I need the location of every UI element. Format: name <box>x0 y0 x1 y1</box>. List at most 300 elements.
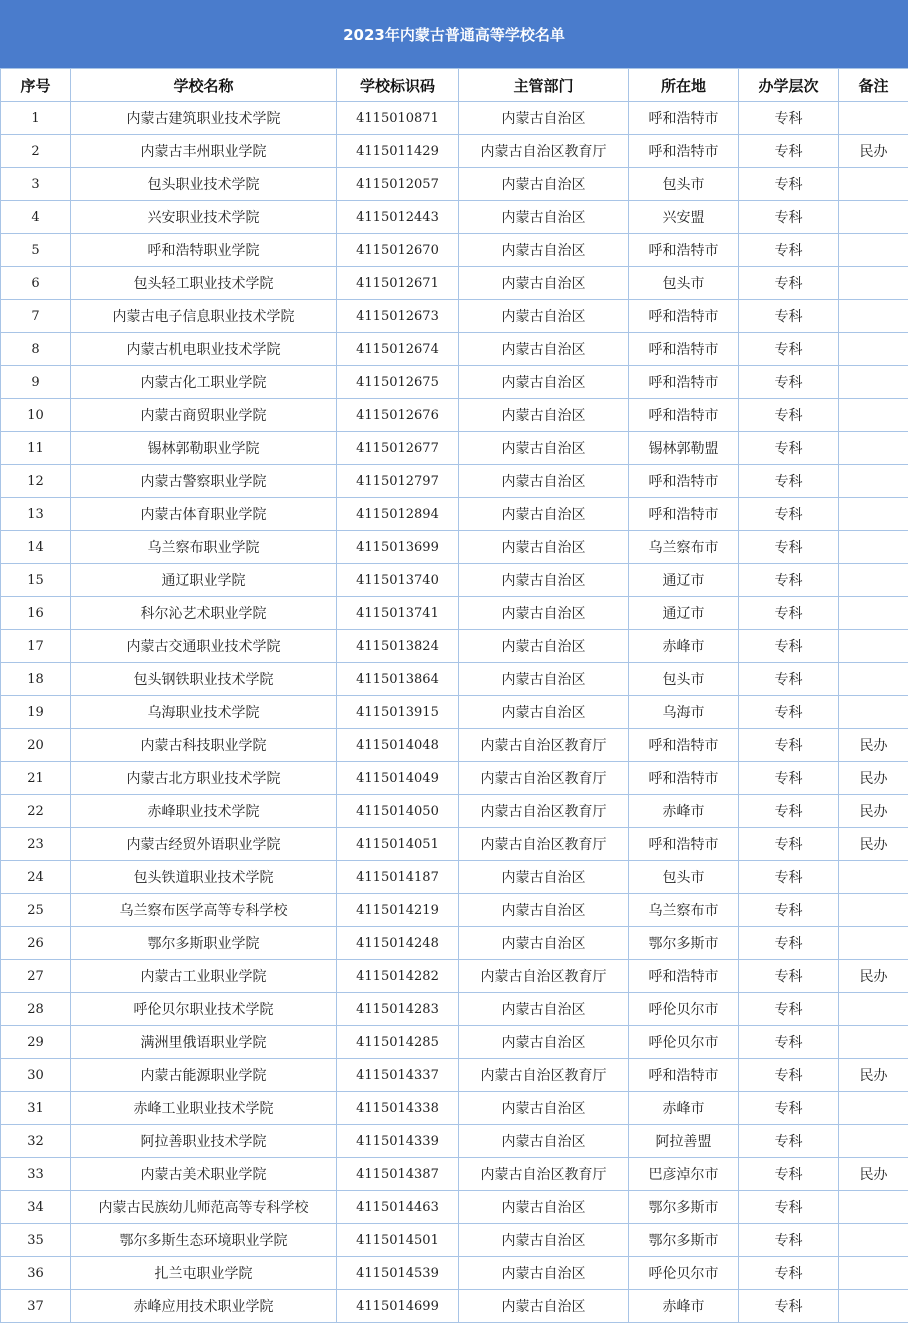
table-row <box>1 432 908 465</box>
cell-location: 呼和浩特市 <box>629 135 739 168</box>
cell-location: 呼和浩特市 <box>629 1059 739 1092</box>
cell-level: 专科 <box>739 1191 839 1224</box>
cell-school-code: 4115012670 <box>337 234 459 267</box>
cell-school-name: 通辽职业学院 <box>71 564 337 597</box>
cell-index: 32 <box>1 1125 71 1158</box>
cell-department: 内蒙古自治区 <box>459 168 629 201</box>
cell-remark <box>839 300 908 333</box>
cell-department: 内蒙古自治区 <box>459 1125 629 1158</box>
cell-school-code: 4115014285 <box>337 1026 459 1059</box>
cell-remark <box>839 366 908 399</box>
cell-level: 专科 <box>739 564 839 597</box>
cell-level: 专科 <box>739 333 839 366</box>
cell-level: 专科 <box>739 267 839 300</box>
header-location: 所在地 <box>629 69 739 102</box>
cell-school-name: 内蒙古化工职业学院 <box>71 366 337 399</box>
header-row <box>1 69 908 102</box>
cell-level: 专科 <box>739 1257 839 1290</box>
cell-index: 36 <box>1 1257 71 1290</box>
table-row <box>1 1191 908 1224</box>
cell-remark: 民办 <box>839 828 908 861</box>
cell-school-name: 乌海职业技术学院 <box>71 696 337 729</box>
cell-level: 专科 <box>739 1092 839 1125</box>
cell-remark <box>839 201 908 234</box>
cell-school-code: 4115012676 <box>337 399 459 432</box>
cell-remark <box>839 861 908 894</box>
table-row <box>1 300 908 333</box>
cell-department: 内蒙古自治区教育厅 <box>459 1059 629 1092</box>
cell-department: 内蒙古自治区 <box>459 399 629 432</box>
cell-index: 15 <box>1 564 71 597</box>
cell-school-name: 内蒙古体育职业学院 <box>71 498 337 531</box>
cell-department: 内蒙古自治区 <box>459 927 629 960</box>
cell-remark <box>839 1026 908 1059</box>
cell-index: 2 <box>1 135 71 168</box>
cell-location: 呼和浩特市 <box>629 234 739 267</box>
cell-school-name: 内蒙古商贸职业学院 <box>71 399 337 432</box>
cell-remark <box>839 1224 908 1257</box>
cell-index: 29 <box>1 1026 71 1059</box>
header-school-name: 学校名称 <box>71 69 337 102</box>
cell-department: 内蒙古自治区 <box>459 1092 629 1125</box>
cell-level: 专科 <box>739 1224 839 1257</box>
cell-school-name: 内蒙古科技职业学院 <box>71 729 337 762</box>
cell-school-name: 内蒙古美术职业学院 <box>71 1158 337 1191</box>
cell-index: 9 <box>1 366 71 399</box>
table-row <box>1 729 908 762</box>
cell-index: 25 <box>1 894 71 927</box>
cell-school-name: 赤峰职业技术学院 <box>71 795 337 828</box>
cell-location: 呼伦贝尔市 <box>629 1257 739 1290</box>
cell-remark <box>839 333 908 366</box>
cell-school-code: 4115014283 <box>337 993 459 1026</box>
cell-location: 包头市 <box>629 861 739 894</box>
cell-level: 专科 <box>739 729 839 762</box>
cell-level: 专科 <box>739 861 839 894</box>
cell-school-code: 4115013699 <box>337 531 459 564</box>
cell-level: 专科 <box>739 432 839 465</box>
cell-school-code: 4115014463 <box>337 1191 459 1224</box>
table-row <box>1 399 908 432</box>
cell-level: 专科 <box>739 1290 839 1323</box>
cell-school-name: 呼伦贝尔职业技术学院 <box>71 993 337 1026</box>
cell-school-name: 呼和浩特职业学院 <box>71 234 337 267</box>
cell-index: 27 <box>1 960 71 993</box>
table-row <box>1 960 908 993</box>
cell-index: 17 <box>1 630 71 663</box>
cell-school-code: 4115012675 <box>337 366 459 399</box>
cell-school-code: 4115014050 <box>337 795 459 828</box>
cell-department: 内蒙古自治区 <box>459 102 629 135</box>
cell-remark <box>839 267 908 300</box>
cell-index: 12 <box>1 465 71 498</box>
table-row <box>1 861 908 894</box>
cell-remark <box>839 597 908 630</box>
cell-department: 内蒙古自治区 <box>459 993 629 1026</box>
table-body <box>1 102 908 1323</box>
cell-level: 专科 <box>739 993 839 1026</box>
cell-location: 呼和浩特市 <box>629 300 739 333</box>
cell-level: 专科 <box>739 1158 839 1191</box>
cell-remark <box>839 663 908 696</box>
cell-school-code: 4115013740 <box>337 564 459 597</box>
cell-department: 内蒙古自治区教育厅 <box>459 960 629 993</box>
cell-location: 呼和浩特市 <box>629 399 739 432</box>
cell-department: 内蒙古自治区教育厅 <box>459 1158 629 1191</box>
cell-level: 专科 <box>739 201 839 234</box>
cell-school-code: 4115012671 <box>337 267 459 300</box>
cell-location: 通辽市 <box>629 597 739 630</box>
cell-school-code: 4115012674 <box>337 333 459 366</box>
cell-school-name: 内蒙古民族幼儿师范高等专科学校 <box>71 1191 337 1224</box>
cell-index: 1 <box>1 102 71 135</box>
table-row <box>1 168 908 201</box>
table-row <box>1 366 908 399</box>
table-row <box>1 201 908 234</box>
cell-remark: 民办 <box>839 1059 908 1092</box>
cell-index: 8 <box>1 333 71 366</box>
cell-level: 专科 <box>739 1059 839 1092</box>
cell-department: 内蒙古自治区 <box>459 564 629 597</box>
table-row <box>1 333 908 366</box>
cell-school-name: 鄂尔多斯生态环境职业学院 <box>71 1224 337 1257</box>
table-row <box>1 696 908 729</box>
cell-index: 35 <box>1 1224 71 1257</box>
cell-index: 22 <box>1 795 71 828</box>
cell-school-code: 4115013824 <box>337 630 459 663</box>
cell-school-name: 满洲里俄语职业学院 <box>71 1026 337 1059</box>
header-department: 主管部门 <box>459 69 629 102</box>
header-school-code: 学校标识码 <box>337 69 459 102</box>
table-row <box>1 894 908 927</box>
table-row <box>1 1026 908 1059</box>
cell-school-name: 内蒙古工业职业学院 <box>71 960 337 993</box>
cell-school-code: 4115014501 <box>337 1224 459 1257</box>
table-row <box>1 795 908 828</box>
cell-department: 内蒙古自治区 <box>459 1257 629 1290</box>
cell-level: 专科 <box>739 894 839 927</box>
cell-location: 呼和浩特市 <box>629 366 739 399</box>
cell-school-code: 4115012057 <box>337 168 459 201</box>
cell-index: 33 <box>1 1158 71 1191</box>
cell-school-code: 4115014699 <box>337 1290 459 1323</box>
cell-location: 乌兰察布市 <box>629 894 739 927</box>
cell-level: 专科 <box>739 795 839 828</box>
cell-index: 10 <box>1 399 71 432</box>
cell-index: 18 <box>1 663 71 696</box>
cell-level: 专科 <box>739 465 839 498</box>
cell-remark: 民办 <box>839 729 908 762</box>
cell-level: 专科 <box>739 960 839 993</box>
table-row <box>1 762 908 795</box>
cell-school-name: 阿拉善职业技术学院 <box>71 1125 337 1158</box>
cell-location: 赤峰市 <box>629 1092 739 1125</box>
cell-index: 30 <box>1 1059 71 1092</box>
cell-department: 内蒙古自治区 <box>459 1290 629 1323</box>
cell-school-name: 内蒙古电子信息职业技术学院 <box>71 300 337 333</box>
cell-department: 内蒙古自治区 <box>459 234 629 267</box>
cell-location: 通辽市 <box>629 564 739 597</box>
cell-level: 专科 <box>739 531 839 564</box>
cell-index: 28 <box>1 993 71 1026</box>
cell-index: 19 <box>1 696 71 729</box>
cell-location: 呼和浩特市 <box>629 729 739 762</box>
header-index: 序号 <box>1 69 71 102</box>
cell-remark: 民办 <box>839 135 908 168</box>
table-row <box>1 102 908 135</box>
cell-level: 专科 <box>739 762 839 795</box>
cell-school-name: 兴安职业技术学院 <box>71 201 337 234</box>
cell-school-code: 4115012797 <box>337 465 459 498</box>
cell-remark <box>839 564 908 597</box>
cell-index: 6 <box>1 267 71 300</box>
cell-level: 专科 <box>739 696 839 729</box>
cell-location: 呼和浩特市 <box>629 498 739 531</box>
table-row <box>1 531 908 564</box>
table-row <box>1 234 908 267</box>
cell-remark <box>839 168 908 201</box>
cell-school-code: 4115014339 <box>337 1125 459 1158</box>
cell-school-code: 4115014049 <box>337 762 459 795</box>
cell-level: 专科 <box>739 663 839 696</box>
cell-department: 内蒙古自治区 <box>459 300 629 333</box>
table-row <box>1 267 908 300</box>
cell-index: 11 <box>1 432 71 465</box>
cell-department: 内蒙古自治区 <box>459 333 629 366</box>
cell-index: 31 <box>1 1092 71 1125</box>
cell-index: 24 <box>1 861 71 894</box>
cell-remark <box>839 498 908 531</box>
cell-school-code: 4115013741 <box>337 597 459 630</box>
table-row <box>1 498 908 531</box>
cell-school-name: 包头职业技术学院 <box>71 168 337 201</box>
school-table <box>0 68 908 1323</box>
cell-level: 专科 <box>739 927 839 960</box>
cell-remark <box>839 696 908 729</box>
cell-school-name: 鄂尔多斯职业学院 <box>71 927 337 960</box>
cell-level: 专科 <box>739 828 839 861</box>
cell-school-code: 4115014219 <box>337 894 459 927</box>
cell-remark <box>839 1125 908 1158</box>
table-row <box>1 135 908 168</box>
cell-department: 内蒙古自治区 <box>459 201 629 234</box>
cell-school-name: 乌兰察布职业学院 <box>71 531 337 564</box>
cell-index: 13 <box>1 498 71 531</box>
cell-department: 内蒙古自治区 <box>459 366 629 399</box>
cell-remark <box>839 465 908 498</box>
cell-remark: 民办 <box>839 795 908 828</box>
cell-department: 内蒙古自治区 <box>459 267 629 300</box>
cell-location: 鄂尔多斯市 <box>629 1224 739 1257</box>
cell-location: 呼和浩特市 <box>629 465 739 498</box>
cell-department: 内蒙古自治区教育厅 <box>459 762 629 795</box>
cell-department: 内蒙古自治区 <box>459 663 629 696</box>
cell-school-code: 4115014539 <box>337 1257 459 1290</box>
cell-level: 专科 <box>739 168 839 201</box>
cell-location: 呼伦贝尔市 <box>629 1026 739 1059</box>
cell-department: 内蒙古自治区 <box>459 1191 629 1224</box>
cell-location: 兴安盟 <box>629 201 739 234</box>
header-level: 办学层次 <box>739 69 839 102</box>
cell-department: 内蒙古自治区 <box>459 1224 629 1257</box>
cell-school-name: 扎兰屯职业学院 <box>71 1257 337 1290</box>
cell-index: 5 <box>1 234 71 267</box>
cell-school-name: 包头钢铁职业技术学院 <box>71 663 337 696</box>
cell-location: 阿拉善盟 <box>629 1125 739 1158</box>
cell-location: 巴彦淖尔市 <box>629 1158 739 1191</box>
cell-school-code: 4115014282 <box>337 960 459 993</box>
cell-department: 内蒙古自治区 <box>459 861 629 894</box>
header-remark: 备注 <box>839 69 908 102</box>
cell-school-name: 内蒙古北方职业技术学院 <box>71 762 337 795</box>
table-row <box>1 564 908 597</box>
cell-location: 呼和浩特市 <box>629 102 739 135</box>
cell-location: 锡林郭勒盟 <box>629 432 739 465</box>
cell-school-code: 4115012677 <box>337 432 459 465</box>
cell-level: 专科 <box>739 366 839 399</box>
cell-school-name: 乌兰察布医学高等专科学校 <box>71 894 337 927</box>
cell-index: 37 <box>1 1290 71 1323</box>
cell-index: 26 <box>1 927 71 960</box>
cell-level: 专科 <box>739 597 839 630</box>
cell-remark <box>839 1257 908 1290</box>
cell-remark <box>839 531 908 564</box>
cell-school-name: 内蒙古建筑职业技术学院 <box>71 102 337 135</box>
cell-school-code: 4115012673 <box>337 300 459 333</box>
cell-level: 专科 <box>739 102 839 135</box>
cell-school-name: 内蒙古机电职业技术学院 <box>71 333 337 366</box>
cell-department: 内蒙古自治区 <box>459 498 629 531</box>
cell-school-code: 4115014337 <box>337 1059 459 1092</box>
cell-remark <box>839 927 908 960</box>
cell-remark <box>839 1290 908 1323</box>
cell-department: 内蒙古自治区 <box>459 630 629 663</box>
cell-department: 内蒙古自治区 <box>459 696 629 729</box>
page-title: 2023年内蒙古普通高等学校名单 <box>343 25 565 44</box>
cell-remark <box>839 1191 908 1224</box>
cell-remark <box>839 432 908 465</box>
cell-location: 包头市 <box>629 168 739 201</box>
cell-school-code: 4115010871 <box>337 102 459 135</box>
cell-school-name: 内蒙古交通职业技术学院 <box>71 630 337 663</box>
cell-school-code: 4115012894 <box>337 498 459 531</box>
cell-remark <box>839 399 908 432</box>
cell-school-name: 内蒙古经贸外语职业学院 <box>71 828 337 861</box>
table-row <box>1 597 908 630</box>
table-row <box>1 1224 908 1257</box>
cell-location: 呼和浩特市 <box>629 828 739 861</box>
cell-department: 内蒙古自治区 <box>459 894 629 927</box>
cell-remark <box>839 993 908 1026</box>
cell-school-name: 包头铁道职业技术学院 <box>71 861 337 894</box>
cell-level: 专科 <box>739 498 839 531</box>
cell-remark: 民办 <box>839 762 908 795</box>
cell-school-code: 4115012443 <box>337 201 459 234</box>
cell-department: 内蒙古自治区教育厅 <box>459 729 629 762</box>
cell-remark <box>839 1092 908 1125</box>
cell-department: 内蒙古自治区 <box>459 465 629 498</box>
cell-location: 包头市 <box>629 267 739 300</box>
cell-index: 14 <box>1 531 71 564</box>
table-row <box>1 663 908 696</box>
cell-school-name: 赤峰工业职业技术学院 <box>71 1092 337 1125</box>
cell-level: 专科 <box>739 300 839 333</box>
cell-index: 34 <box>1 1191 71 1224</box>
cell-department: 内蒙古自治区教育厅 <box>459 795 629 828</box>
cell-department: 内蒙古自治区教育厅 <box>459 828 629 861</box>
cell-remark: 民办 <box>839 960 908 993</box>
cell-location: 乌海市 <box>629 696 739 729</box>
cell-level: 专科 <box>739 1026 839 1059</box>
cell-school-code: 4115014387 <box>337 1158 459 1191</box>
table-row <box>1 465 908 498</box>
cell-location: 赤峰市 <box>629 1290 739 1323</box>
cell-level: 专科 <box>739 630 839 663</box>
cell-location: 呼和浩特市 <box>629 333 739 366</box>
cell-remark: 民办 <box>839 1158 908 1191</box>
cell-location: 鄂尔多斯市 <box>629 1191 739 1224</box>
cell-department: 内蒙古自治区 <box>459 597 629 630</box>
cell-location: 呼和浩特市 <box>629 960 739 993</box>
cell-location: 包头市 <box>629 663 739 696</box>
table-row <box>1 1059 908 1092</box>
table-row <box>1 1092 908 1125</box>
cell-level: 专科 <box>739 135 839 168</box>
cell-location: 鄂尔多斯市 <box>629 927 739 960</box>
cell-department: 内蒙古自治区教育厅 <box>459 135 629 168</box>
cell-school-code: 4115014248 <box>337 927 459 960</box>
cell-school-code: 4115014338 <box>337 1092 459 1125</box>
cell-department: 内蒙古自治区 <box>459 531 629 564</box>
cell-index: 20 <box>1 729 71 762</box>
cell-school-name: 内蒙古能源职业学院 <box>71 1059 337 1092</box>
cell-location: 赤峰市 <box>629 795 739 828</box>
cell-index: 23 <box>1 828 71 861</box>
cell-school-name: 科尔沁艺术职业学院 <box>71 597 337 630</box>
cell-location: 乌兰察布市 <box>629 531 739 564</box>
cell-location: 呼伦贝尔市 <box>629 993 739 1026</box>
title-bar <box>0 0 908 68</box>
table-row <box>1 993 908 1026</box>
cell-remark <box>839 894 908 927</box>
cell-remark <box>839 234 908 267</box>
table-row <box>1 828 908 861</box>
cell-school-code: 4115013915 <box>337 696 459 729</box>
cell-index: 21 <box>1 762 71 795</box>
table-row <box>1 1290 908 1323</box>
cell-index: 4 <box>1 201 71 234</box>
cell-school-code: 4115014048 <box>337 729 459 762</box>
cell-school-name: 内蒙古警察职业学院 <box>71 465 337 498</box>
cell-index: 3 <box>1 168 71 201</box>
cell-index: 16 <box>1 597 71 630</box>
cell-level: 专科 <box>739 234 839 267</box>
table-row <box>1 1257 908 1290</box>
cell-location: 赤峰市 <box>629 630 739 663</box>
cell-level: 专科 <box>739 399 839 432</box>
table-row <box>1 1125 908 1158</box>
table-row <box>1 927 908 960</box>
table-row <box>1 1158 908 1191</box>
cell-school-code: 4115014051 <box>337 828 459 861</box>
cell-school-code: 4115013864 <box>337 663 459 696</box>
cell-school-name: 包头轻工职业技术学院 <box>71 267 337 300</box>
cell-school-name: 赤峰应用技术职业学院 <box>71 1290 337 1323</box>
cell-remark <box>839 630 908 663</box>
table-row <box>1 630 908 663</box>
cell-school-code: 4115011429 <box>337 135 459 168</box>
cell-location: 呼和浩特市 <box>629 762 739 795</box>
